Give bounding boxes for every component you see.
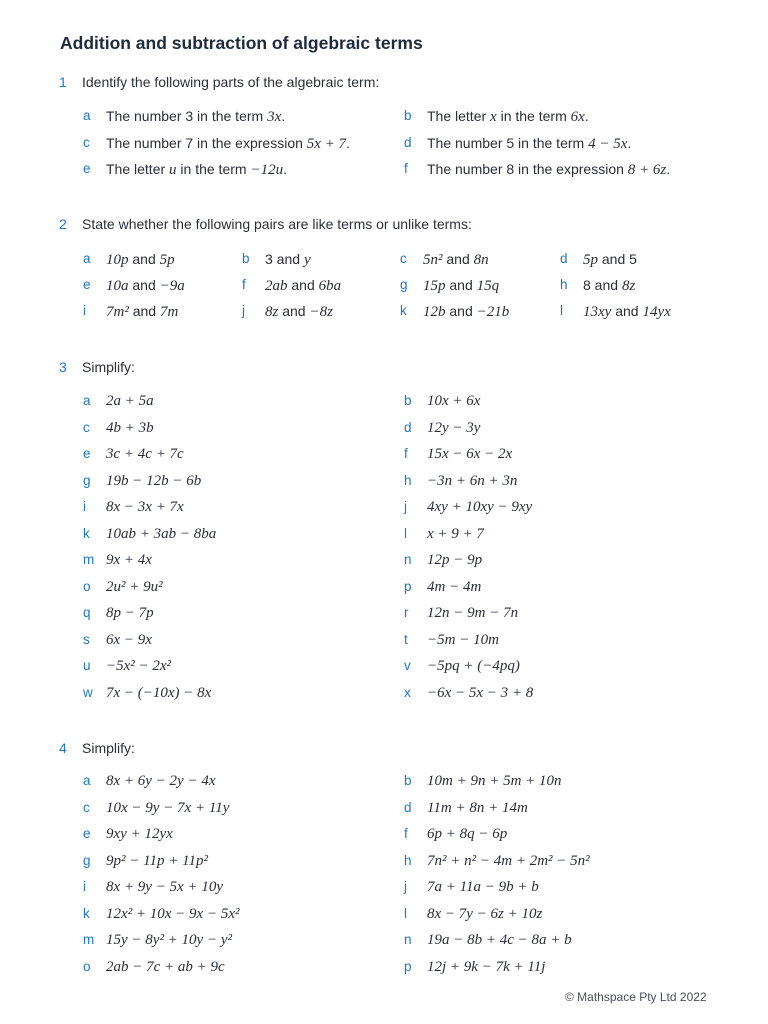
item-expression: 11m + 8n + 14m	[427, 799, 528, 816]
item-expression: 15y − 8y² + 10y − y²	[106, 932, 232, 948]
item-letter: c	[83, 799, 90, 815]
item-letter: e	[83, 826, 91, 841]
item-expression: 8x + 6y − 2y − 4x	[106, 773, 216, 789]
item-letter: p	[404, 958, 412, 974]
item-expression: 9p² − 11p + 11p²	[106, 852, 209, 869]
item-expression: 19b − 12b − 6b	[106, 472, 202, 489]
item-expression: 7a + 11a − 9b + b	[427, 879, 539, 895]
item-letter: p	[404, 578, 412, 594]
question-3-number: 3	[59, 359, 67, 375]
item-letter: x	[404, 684, 411, 700]
item-expression: 4b + 3b	[106, 419, 154, 436]
item-letter: h	[404, 472, 412, 488]
item-expression: 4m − 4m	[427, 578, 482, 595]
item-expression: 12p − 9p	[427, 552, 483, 568]
item-letter: q	[83, 605, 91, 620]
item-letter: v	[404, 658, 411, 673]
item-letter: a	[83, 108, 91, 123]
item-expression: 2ab − 7c + ab + 9c	[106, 958, 225, 975]
item-letter: f	[404, 161, 408, 176]
item-expression: 6p + 8q − 6p	[427, 826, 508, 842]
item-letter: i	[83, 499, 86, 514]
item-expression: −5m − 10m	[427, 631, 499, 648]
item-expression: −3n + 6n + 3n	[427, 472, 518, 489]
item-letter: n	[404, 932, 412, 947]
item-expression: 12x² + 10x − 9x − 5x²	[106, 905, 240, 922]
item-letter: b	[404, 393, 412, 408]
item-letter: s	[83, 631, 90, 647]
item-letter: j	[404, 879, 407, 894]
item-expression: 6x − 9x	[106, 631, 152, 648]
item-letter: w	[83, 684, 93, 700]
item-expression: 8x + 9y − 5x + 10y	[106, 879, 223, 895]
item-letter: h	[404, 852, 412, 868]
item-expression: 3c + 4c + 7c	[106, 446, 184, 462]
item-expression: 8p − 7p	[106, 605, 154, 621]
item-expression: 8x − 7y − 6z + 10z	[427, 905, 543, 922]
item-letter: d	[404, 135, 412, 150]
item-expression: 9xy + 12yx	[106, 826, 173, 842]
question-1-number: 1	[59, 74, 67, 90]
copyright-footer: © Mathspace Pty Ltd 2022	[565, 990, 707, 1004]
item-letter: o	[83, 958, 91, 974]
item-expression: x + 9 + 7	[427, 525, 484, 542]
item-expression: −5x² − 2x²	[106, 658, 172, 674]
question-4-number: 4	[59, 740, 67, 756]
item-expression: 10x − 9y − 7x + 11y	[106, 799, 230, 816]
item-expression: 15x − 6x − 2x	[427, 446, 513, 462]
item-expression: 2u² + 9u²	[106, 578, 163, 595]
item-letter: n	[404, 552, 412, 567]
item-expression: 7n² + n² − 4m + 2m² − 5n²	[427, 852, 590, 869]
item-letter: j	[404, 499, 407, 514]
question-2-number: 2	[59, 216, 67, 232]
item-expression: 10x + 6x	[427, 393, 481, 409]
item-letter: l	[404, 905, 407, 921]
item-expression: −5pq + (−4pq)	[427, 658, 520, 674]
item-letter: a	[83, 393, 91, 408]
item-letter: t	[404, 631, 408, 647]
item-letter: f	[404, 446, 408, 461]
item-letter: e	[83, 161, 91, 176]
worksheet-page: Addition and subtraction of algebraic terms 1 Identify the following parts of the algebraic term: a The number 3 in the term 3x. b The letter x in the term 6x. c The number 7 in the expression 5x + 7. d The number 5 in the term 4 − 5x. e The letter u in the term −12u. f The number 8 in the expression 8 + 6z. 2 State whether the following pairs are like terms or unlike terms: a 10p and 5p b 3 and y c 5n² and 8n d 5p and 5 e 10a and −9a f 2ab and 6ba g 15p and 15q h 8 and 8z i 7m² and 7m j 8z and −8z k 12b and −21b l 13xy and 14yx 3 Simplify: a 2a + 5a b 10x + 6x c 4b + 3b d 12y − 3y e 3c + 4c + 7c f 15x − 6x − 2x g 19b − 12b − 6b h −3n + 6n + 3n i 8x − 3x + 7x j 4xy + 10xy − 9xy k 10ab + 3ab − 8ba l x + 9 + 7 m 9x + 4x n 12p − 9p o 2u² + 9u² p 4m − 4m q 8p − 7p r 12n − 9m − 7n s 6x − 9x t −5m − 10m u −5x² − 2x² v −5pq + (−4pq) w 7x − (−10x) − 8x x −6x − 5x − 3 + 8 4 Simplify: a 8x + 6y − 2y − 4x b 10m + 9n + 5m + 10n c 10x − 9y − 7x + 11y d 11m + 8n + 14m e 9xy + 12yx f 6p + 8q − 6p g 9p² − 11p + 11p² h 7n² + n² − 4m + 2m² − 5n² i 8x + 9y − 5x + 10y j 7a + 11a − 9b + b k 12x² + 10x − 9x − 5x² l 8x − 7y − 6z + 10z m 15y − 8y² + 10y − y² n 19a − 8b + 4c − 8a + b o 2ab − 7c + ab + 9c p 12j + 9k − 7k + 11j © Mathspace Pty Ltd 2022	[59, 33, 707, 1004]
item-letter: m	[83, 932, 95, 947]
item-letter: g	[83, 472, 91, 488]
item-letter: g	[83, 852, 91, 868]
item-expression: 2a + 5a	[106, 393, 154, 409]
item-expression: 12n − 9m − 7n	[427, 605, 519, 621]
item-letter: c	[83, 135, 90, 150]
item-letter: d	[404, 419, 412, 435]
item-expression: 4xy + 10xy − 9xy	[427, 499, 533, 515]
item-expression: 10m + 9n + 5m + 10n	[427, 773, 562, 789]
item-letter: e	[83, 446, 91, 461]
question-2-text: State whether the following pairs are like terms or unlike terms:	[82, 216, 472, 232]
item-expression: 7x − (−10x) − 8x	[106, 684, 212, 701]
item-expression: 9x + 4x	[106, 552, 152, 568]
item-expression: 8x − 3x + 7x	[106, 499, 184, 515]
item-letter: r	[404, 605, 409, 620]
item-expression: 12y − 3y	[427, 419, 481, 436]
item-expression: 19a − 8b + 4c − 8a + b	[427, 932, 572, 948]
item-letter: k	[83, 905, 90, 921]
item-letter: u	[83, 658, 91, 673]
item-letter: d	[404, 799, 412, 815]
item-expression: 10ab + 3ab − 8ba	[106, 525, 217, 542]
question-3-text: Simplify:	[82, 359, 135, 375]
item-letter: k	[83, 525, 90, 541]
item-expression: 12j + 9k − 7k + 11j	[427, 958, 546, 975]
item-letter: b	[404, 108, 412, 123]
item-letter: m	[83, 552, 95, 567]
item-letter: b	[404, 773, 412, 788]
page-title: Addition and subtraction of algebraic terms	[60, 33, 423, 53]
item-letter: f	[404, 826, 408, 841]
item-expression: −6x − 5x − 3 + 8	[427, 684, 534, 701]
item-letter: i	[83, 879, 86, 894]
item-letter: l	[404, 525, 407, 541]
item-letter: o	[83, 578, 91, 594]
question-4-text: Simplify:	[82, 740, 135, 756]
item-letter: a	[83, 773, 91, 788]
question-1-text: Identify the following parts of the algebraic term:	[82, 74, 380, 90]
item-letter: c	[83, 419, 90, 435]
